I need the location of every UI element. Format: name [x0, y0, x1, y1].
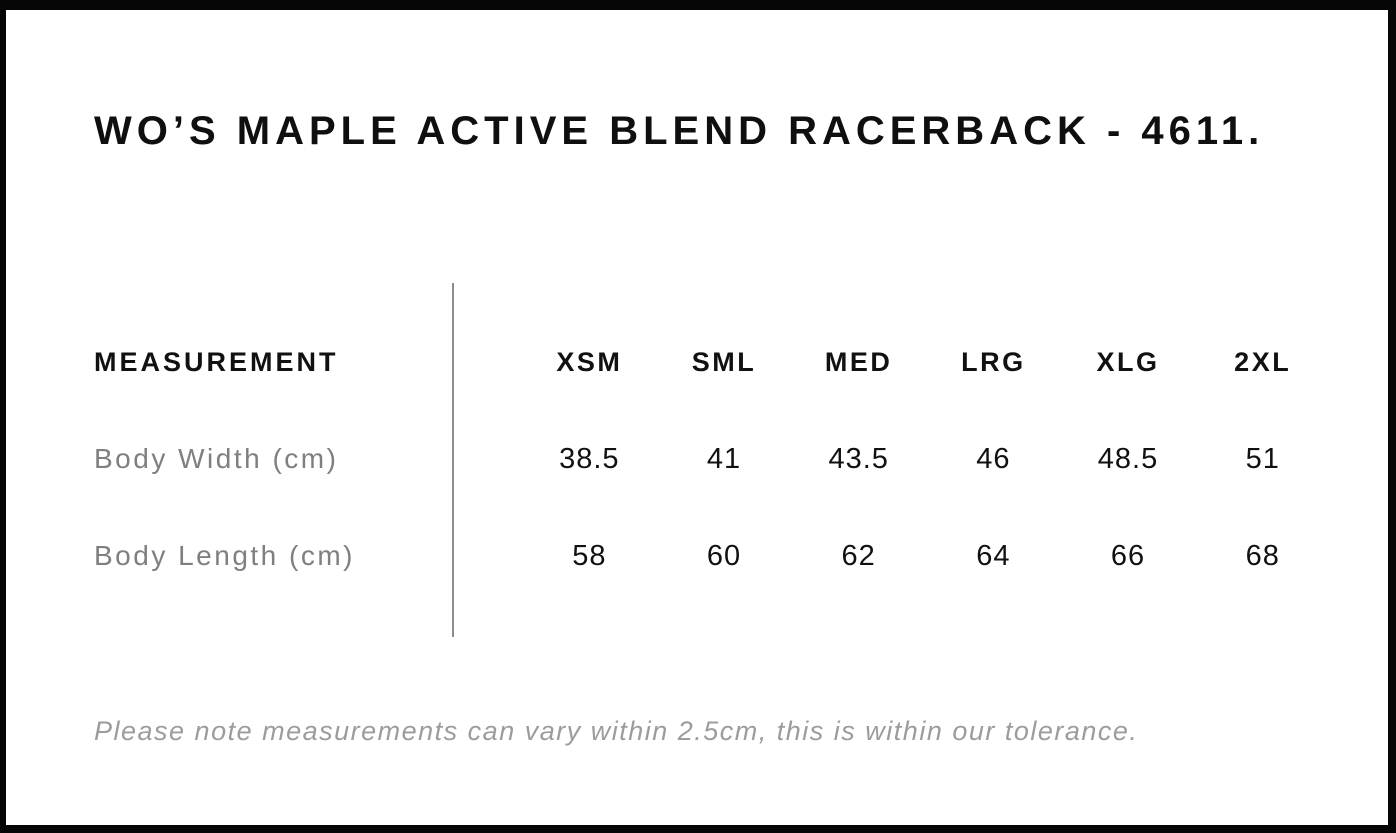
size-header-group [452, 347, 1330, 378]
row-label-body-width: Body Width (cm) [94, 443, 339, 474]
size-header-2xl: 2XL [1234, 347, 1292, 378]
body-width-sml: 41 [706, 442, 742, 475]
body-width-xsm: 38.5 [559, 442, 620, 475]
table-row-body-width [94, 443, 1330, 476]
body-width-2xl: 51 [1245, 442, 1280, 475]
body-length-2xl: 68 [1245, 539, 1280, 572]
row-label-body-length: Body Length (cm) [94, 540, 355, 572]
body-width-med: 43.5 [828, 442, 889, 475]
size-table [94, 283, 1330, 637]
size-header-sml: SML [691, 347, 757, 378]
body-length-med: 62 [841, 539, 876, 572]
body-length-sml: 60 [706, 539, 742, 572]
page-title: WO’S MAPLE ACTIVE BLEND RACERBACK - 4611. [94, 109, 1265, 153]
size-header-xlg: XLG [1096, 347, 1160, 378]
size-header-med: MED [824, 347, 893, 378]
body-width-xlg: 48.5 [1097, 442, 1159, 475]
body-width-lrg: 46 [976, 442, 1011, 475]
body-length-lrg: 64 [976, 539, 1011, 572]
measurement-column-header: MEASUREMENT [94, 347, 339, 378]
table-header-row [94, 347, 1330, 378]
table-row-body-length [94, 540, 1330, 573]
body-length-xsm: 58 [572, 539, 607, 572]
row-values-body-width [452, 443, 1330, 476]
size-header-lrg: LRG [961, 347, 1026, 378]
column-divider-line [452, 283, 454, 637]
body-length-xlg: 66 [1110, 539, 1146, 572]
row-values-body-length [452, 540, 1330, 573]
size-header-xsm: XSM [556, 347, 623, 378]
tolerance-note: Please note measurements can vary within 2.5cm, this is within our tolerance. [94, 716, 1139, 746]
